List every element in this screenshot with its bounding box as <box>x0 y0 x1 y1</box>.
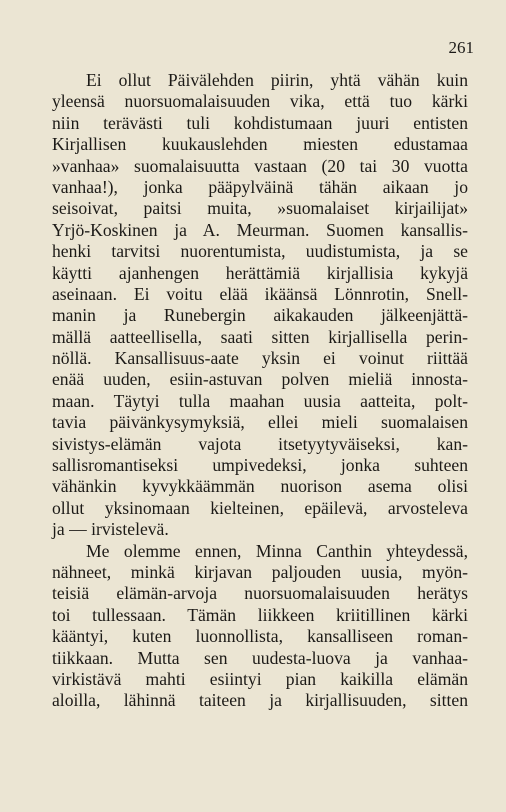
text-line: käytti ajanhengen herättämiä kirjallisia kykyjä <box>52 262 468 283</box>
text-line: aloilla, lähinnä taiteen ja kirjallisuuden, sitten <box>52 690 468 711</box>
text-line: manin ja Runebergin aikakauden jälkeenjättä- <box>52 305 468 326</box>
text-line: tiikkaan. Mutta sen uudesta-luova ja vanhaa- <box>52 647 468 668</box>
text-line: toi tullessaan. Tämän liikkeen kriitillinen kärki <box>52 604 468 625</box>
text-line: maan. Täytyi tulla maahan uusia aatteita, polt- <box>52 390 468 411</box>
text-line: virkistävä mahti esiintyi pian kaikilla elämän <box>52 668 468 689</box>
text-line: ja — irvistelevä. <box>52 519 169 540</box>
text-line: henki tarvitsi nuorentumista, uudistumista, ja se <box>52 241 468 262</box>
text-line: Ei ollut Päivälehden piirin, yhtä vähän kuin <box>86 70 468 90</box>
text-line: sallisromantiseksi umpivedeksi, jonka suhteen <box>52 455 468 476</box>
text-line: »vanhaa» suomalaisuutta vastaan (20 tai 30 vuotta <box>52 155 468 176</box>
text-line: aseinaan. Ei voitu elää ikäänsä Lönnrotin, Snell- <box>52 283 468 304</box>
text-line: yleensä nuorsuomalaisuuden vika, että tuo kärki <box>52 91 468 112</box>
text-line: enää uuden, esiin-astuvan polven mieliä innosta- <box>52 369 468 390</box>
text-line: tavia päivänkysymyksiä, ellei mieli suomalaisen <box>52 412 468 433</box>
text-line: ollut yksinomaan kielteinen, epäilevä, arvosteleva <box>52 497 468 518</box>
text-line: niin terävästi tuli kohdistumaan juuri entisten <box>52 112 468 133</box>
text-line: nähneet, minkä kirjavan paljouden uusia, myön- <box>52 561 468 582</box>
text-line: sivistys-elämän vajota itsetyytyväiseksi, kan- <box>52 433 468 454</box>
text-line: teisiä elämän-arvoja nuorsuomalaisuuden herätys <box>52 583 468 604</box>
text-line: Me olemme ennen, Minna Canthin yhteydessä, <box>86 540 468 561</box>
text-line: kääntyi, kuten luonnollista, kansalliseen roman- <box>52 626 468 647</box>
text-line: Kirjallisen kuukauslehden miesten edustamaa <box>52 134 468 155</box>
text-line: Yrjö-Koskinen ja A. Meurman. Suomen kansallis- <box>52 219 468 240</box>
body-text <box>52 70 468 712</box>
page-number: 261 <box>448 38 474 57</box>
text-line: nöllä. Kansallisuus-aate yksin ei voinut riittää <box>52 348 468 369</box>
text-line: mällä aatteellisella, saati sitten kirjallisella perin- <box>52 326 468 347</box>
text-line: vanhaa!), jonka pääpylväinä tähän aikaan jo <box>52 176 468 197</box>
text-line: vähänkin kyvykkäämmän nuorison asema olisi <box>52 476 468 497</box>
text-line: seisoivat, paitsi muita, »suomalaiset kirjailijat» <box>52 198 468 219</box>
